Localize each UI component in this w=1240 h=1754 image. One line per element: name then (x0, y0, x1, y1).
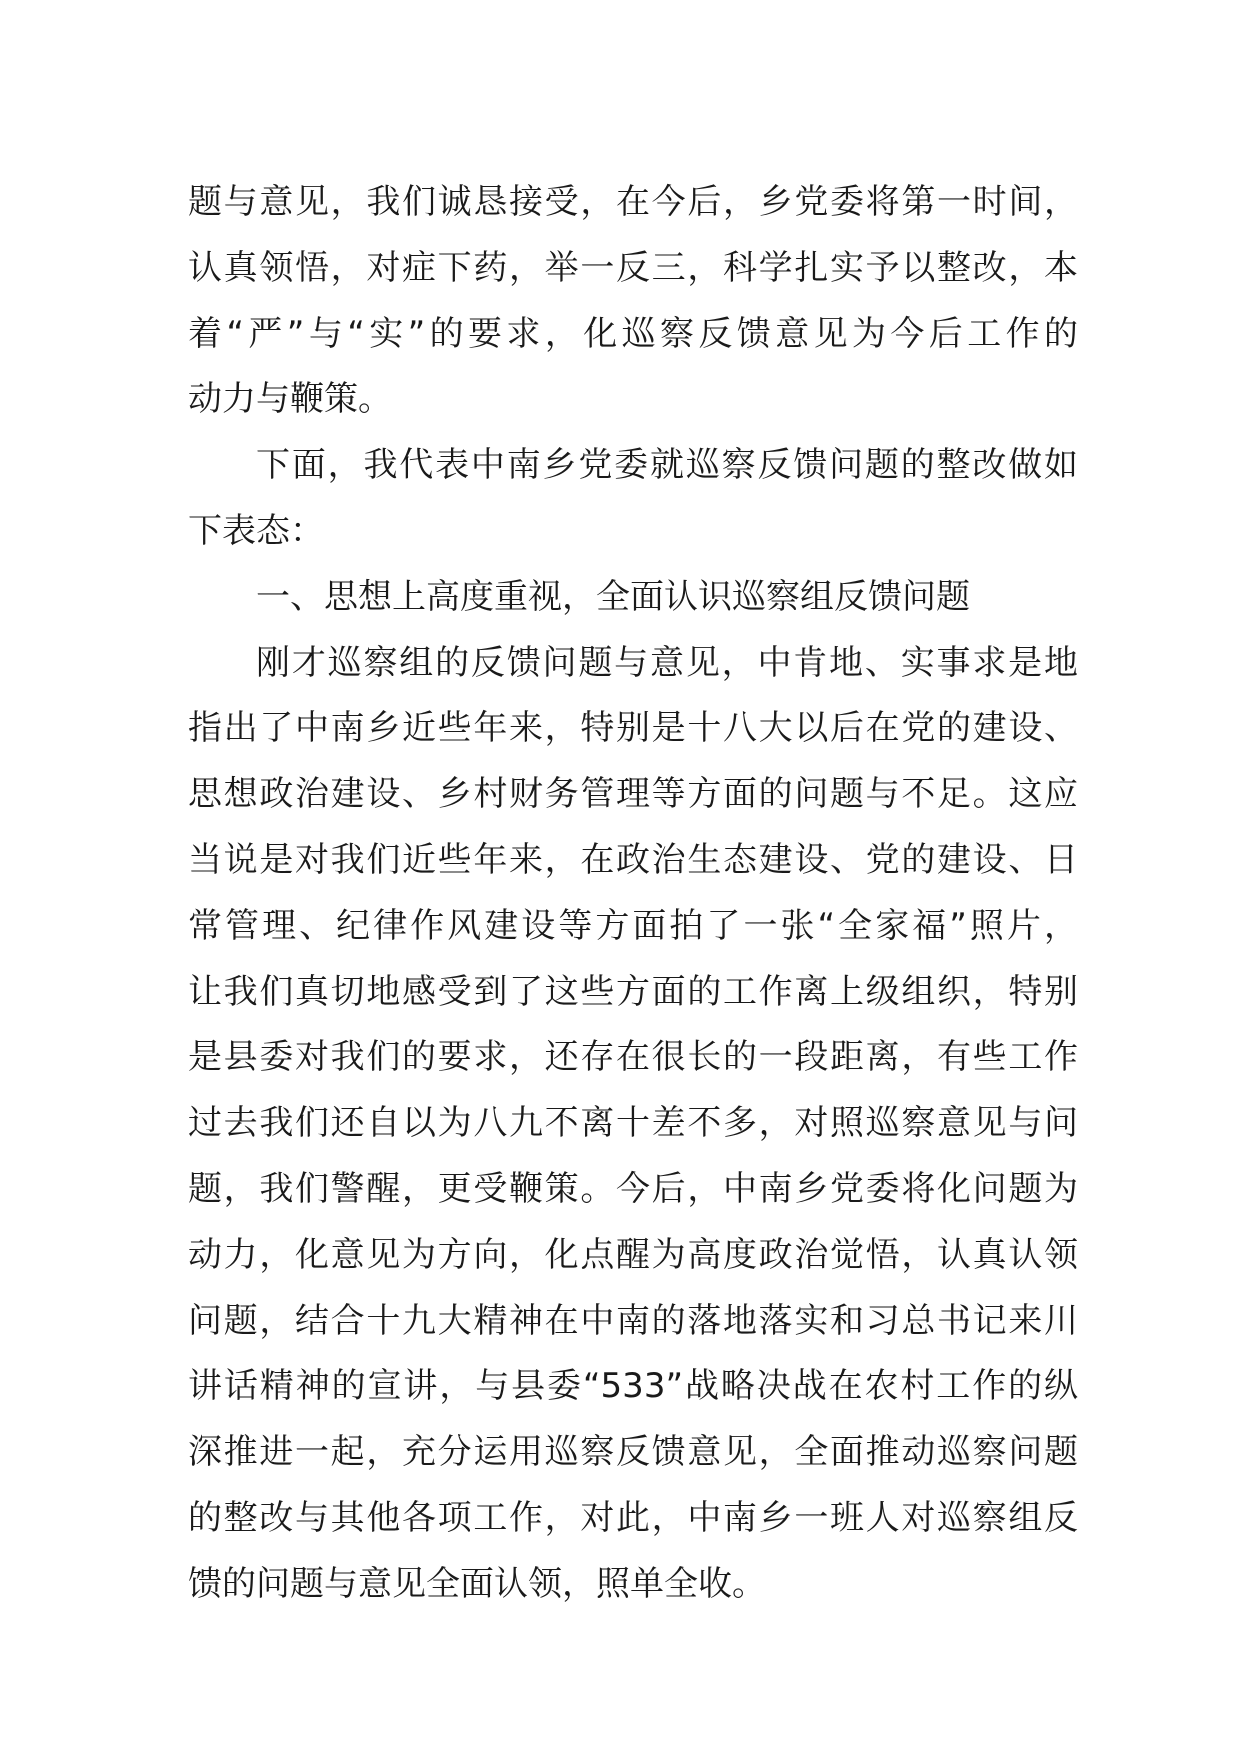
text-line: 思想政治建设、乡村财务管理等方面的问题与不足。这应 (188, 774, 1078, 815)
text-line: 过去我们还自以为八九不离十差不多，对照巡察意见与问 (188, 1103, 1078, 1144)
text-line: 的整改与其他各项工作，对此，中南乡一班人对巡察组反 (188, 1497, 1078, 1538)
text-line: 是县委对我们的要求，还存在很长的一段距离，有些工作 (188, 1037, 1078, 1078)
paragraph-start-line: 下面，我代表中南乡党委就巡察反馈问题的整改做如 (256, 445, 1078, 486)
document-body (188, 170, 1078, 1618)
text-line: 馈的问题与意见全面认领，照单全收。 (188, 1563, 766, 1604)
text-line: 当说是对我们近些年来，在政治生态建设、党的建设、日 (188, 839, 1078, 880)
text-line: 讲话精神的宣讲，与县委“533”战略决战在农村工作的纵 (188, 1366, 1078, 1407)
text-line: 动力与鞭策。 (188, 379, 392, 420)
text-line: 深推进一起，充分运用巡察反馈意见，全面推动巡察问题 (188, 1432, 1078, 1473)
text-line: 指出了中南乡近些年来，特别是十八大以后在党的建设、 (188, 708, 1078, 749)
text-line: 着“严”与“实”的要求，化巡察反馈意见为今后工作的 (188, 313, 1078, 354)
text-line: 常管理、纪律作风建设等方面拍了一张“全家福”照片， (188, 905, 1078, 946)
text-line: 下表态： (188, 510, 324, 551)
paragraph-start-line: 刚才巡察组的反馈问题与意见，中肯地、实事求是地 (256, 642, 1078, 683)
text-line: 让我们真切地感受到了这些方面的工作离上级组织，特别 (188, 971, 1078, 1012)
text-line: 题与意见，我们诚恳接受，在今后，乡党委将第一时间， (188, 182, 1078, 222)
section-heading: 一、思想上高度重视，全面认识巡察组反馈问题 (256, 576, 970, 617)
text-line: 问题，结合十九大精神在中南的落地落实和习总书记来川 (188, 1300, 1078, 1341)
text-line: 认真领悟，对症下药，举一反三，科学扎实予以整改，本 (188, 247, 1078, 288)
text-line: 题，我们警醒，更受鞭策。今后，中南乡党委将化问题为 (188, 1168, 1078, 1209)
text-line: 动力，化意见为方向，化点醒为高度政治觉悟，认真认领 (188, 1234, 1078, 1275)
